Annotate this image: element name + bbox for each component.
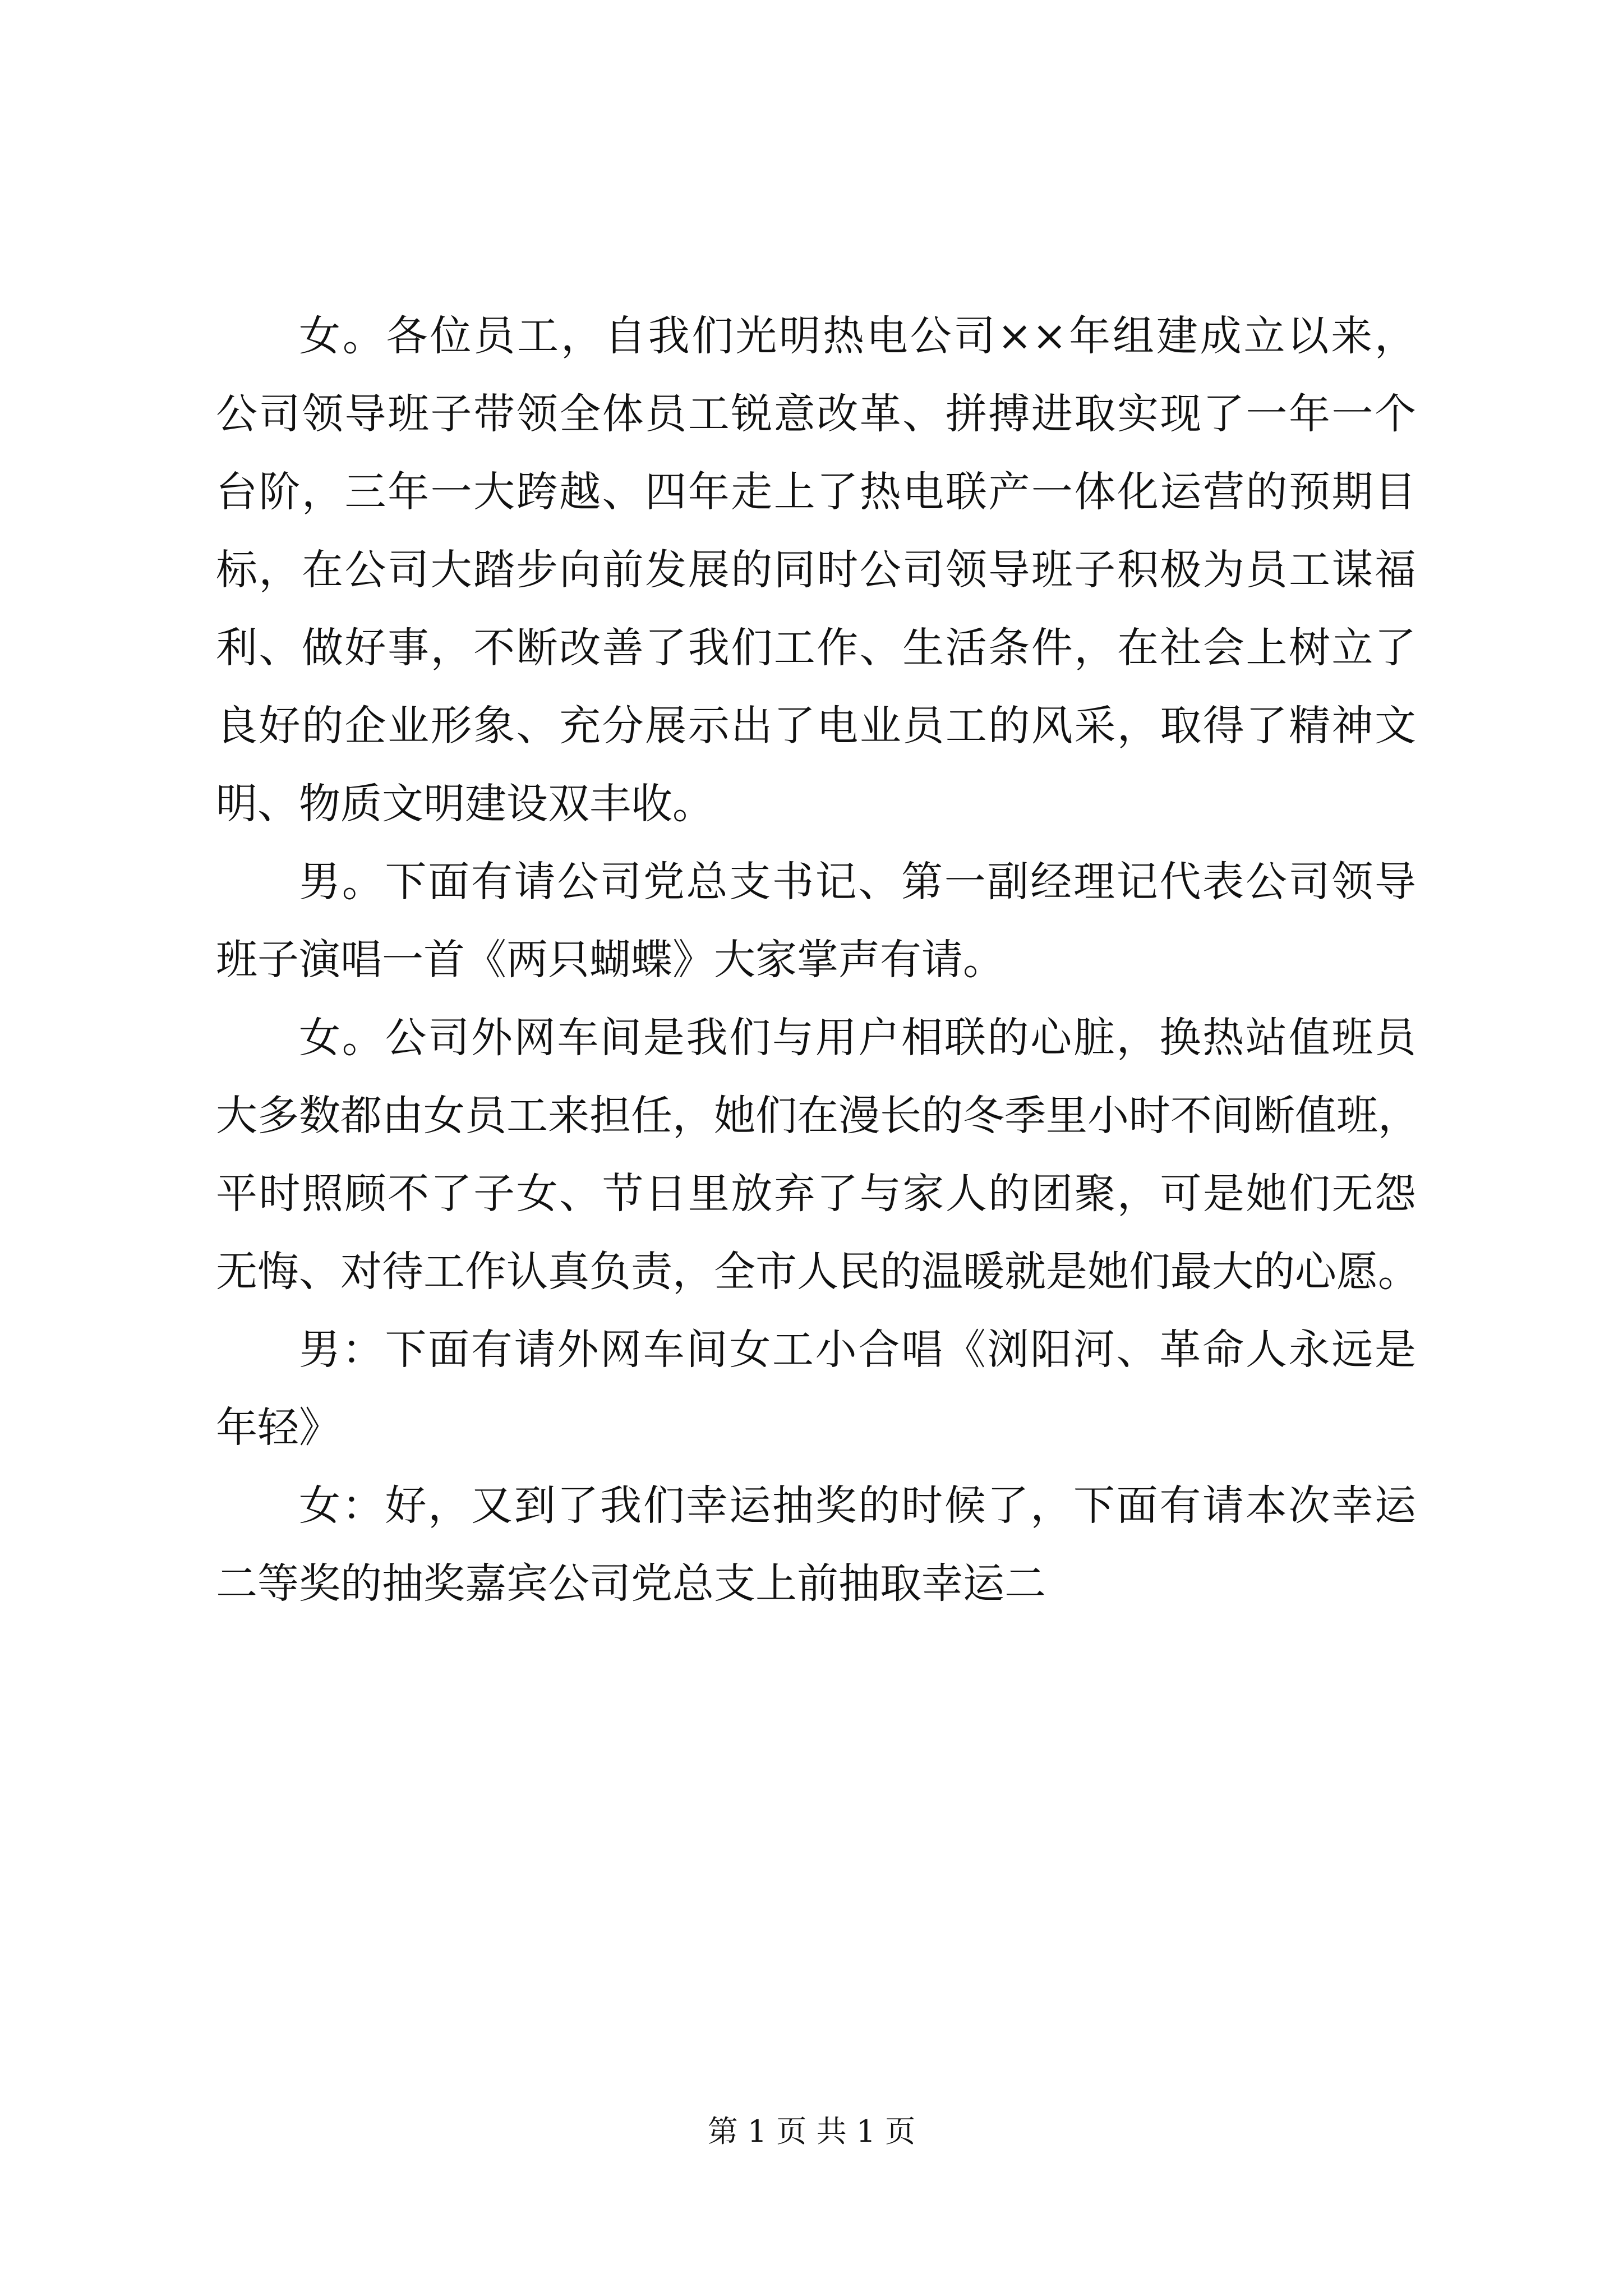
paragraph-line: 良好的企业形象、充分展示出了电业员工的风采，取得了精神文 [216, 702, 1416, 750]
paragraph-5 [216, 1467, 1416, 1623]
paragraph-line: 利、做好事，不断改善了我们工作、生活条件，在社会上树立了 [216, 624, 1416, 672]
paragraph-line: 班子演唱一首《两只蝴蝶》大家掌声有请。 [216, 936, 1004, 984]
document-body [216, 297, 1419, 1623]
paragraph-line: 女。各位员工，自我们光明热电公司××年组建成立以来， [299, 312, 1416, 360]
paragraph-line: 公司领导班子带领全体员工锐意改革、拼搏进取实现了一年一个 [216, 390, 1416, 438]
paragraph-line: 大多数都由女员工来担任，她们在漫长的冬季里小时不间断值班， [216, 1092, 1419, 1140]
paragraph-line: 标，在公司大踏步向前发展的同时公司领导班子积极为员工谋福 [216, 546, 1416, 594]
paragraph-line: 二等奖的抽奖嘉宾公司党总支上前抽取幸运二 [216, 1559, 1046, 1608]
paragraph-line: 男。下面有请公司党总支书记、第一副经理记代表公司领导 [299, 858, 1416, 906]
paragraph-line: 年轻》 [216, 1404, 340, 1452]
paragraph-1 [216, 297, 1416, 843]
paragraph-line: 女：好，又到了我们幸运抽奖的时候了，下面有请本次幸运 [299, 1481, 1416, 1530]
paragraph-4 [216, 1311, 1416, 1467]
paragraph-line: 无悔、对待工作认真负责，全市人民的温暖就是她们最大的心愿。 [216, 1248, 1419, 1296]
page-footer: 第 1 页 共 1 页 [707, 2114, 916, 2149]
paragraph-3 [216, 999, 1419, 1311]
paragraph-line: 女。公司外网车间是我们与用户相联的心脏，换热站值班员 [299, 1014, 1416, 1062]
paragraph-2 [216, 843, 1416, 999]
paragraph-line: 台阶，三年一大跨越、四年走上了热电联产一体化运营的预期目 [216, 468, 1416, 516]
paragraph-line: 男：下面有请外网车间女工小合唱《浏阳河、革命人永远是 [299, 1326, 1416, 1374]
paragraph-line: 平时照顾不了子女、节日里放弃了与家人的团聚，可是她们无怨 [216, 1170, 1416, 1218]
paragraph-line: 明、物质文明建设双丰收。 [216, 780, 714, 828]
